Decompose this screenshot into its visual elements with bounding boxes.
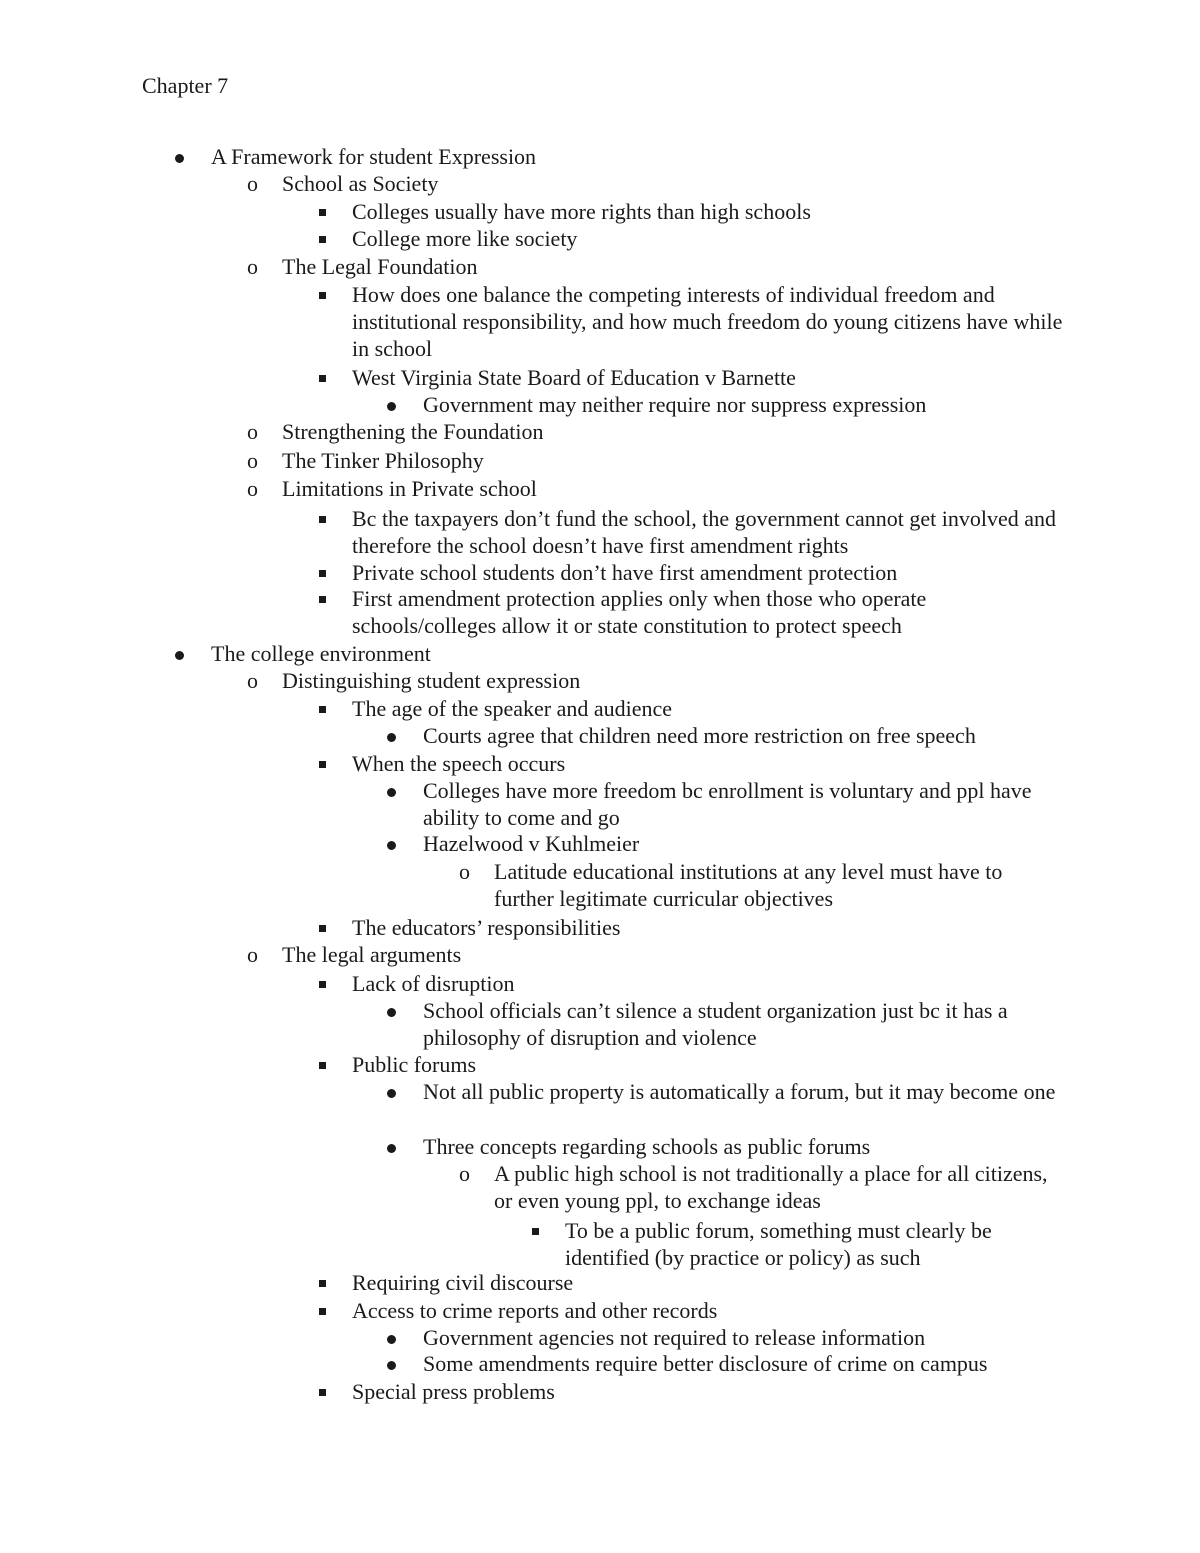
outline-text: Strengthening the Foundation <box>282 419 544 444</box>
hollow-bullet-icon: o <box>247 448 258 473</box>
square-bullet-icon <box>319 375 326 382</box>
round-bullet-icon <box>387 1361 396 1370</box>
round-bullet-icon <box>387 788 396 797</box>
outline-text: Government agencies not required to release information <box>423 1325 926 1350</box>
outline-item <box>247 418 1082 445</box>
outline-item <box>211 143 1111 170</box>
outline-text: Latitude educational institutions at any level must have to further legitimate curricular objectives <box>494 859 1003 911</box>
square-bullet-icon <box>319 925 326 932</box>
outline-text: First amendment protection applies only when those who operate schools/colleges allow it or state constitution to protect speech <box>352 586 927 638</box>
outline-item <box>352 505 1067 559</box>
round-bullet-icon <box>387 733 396 742</box>
hollow-bullet-icon: o <box>247 668 258 693</box>
outline-item <box>211 640 1111 667</box>
outline-item <box>247 447 1082 474</box>
square-bullet-icon <box>319 761 326 768</box>
outline-item <box>423 830 1063 857</box>
square-bullet-icon <box>319 292 326 299</box>
outline-text: The age of the speaker and audience <box>352 696 673 721</box>
outline-item <box>352 559 1067 586</box>
outline-item <box>352 1378 1067 1405</box>
outline-item <box>423 997 1063 1051</box>
hollow-bullet-icon: o <box>459 859 470 884</box>
square-bullet-icon <box>319 570 326 577</box>
page-title: Chapter 7 <box>142 73 229 98</box>
outline-item <box>352 970 1067 997</box>
square-bullet-icon <box>319 1280 326 1287</box>
outline-text: The Legal Foundation <box>282 254 478 279</box>
outline-text: Bc the taxpayers don’t fund the school, the government cannot get involved and therefore the school doesn’t have first amendment rights <box>352 506 1057 558</box>
outline-item <box>565 1217 1035 1271</box>
round-bullet-icon <box>387 841 396 850</box>
outline-text: School officials can’t silence a student organization just bc it has a philosophy of disruption and violence <box>423 998 1008 1050</box>
outline-text: When the speech occurs <box>352 751 566 776</box>
hollow-bullet-icon: o <box>247 476 258 501</box>
square-bullet-icon <box>319 236 326 243</box>
outline-item <box>423 1133 1063 1160</box>
round-bullet-icon <box>387 1089 396 1098</box>
outline-item <box>423 1078 1063 1105</box>
outline-text: Courts agree that children need more restriction on free speech <box>423 723 976 748</box>
outline-item <box>423 777 1063 831</box>
outline-text: Not all public property is automatically a forum, but it may become one <box>423 1079 1056 1104</box>
round-bullet-icon <box>387 402 396 411</box>
square-bullet-icon <box>319 706 326 713</box>
outline-text: Limitations in Private school <box>282 476 537 501</box>
round-bullet-icon <box>175 651 184 660</box>
outline-text: Private school students don’t have first amendment protection <box>352 560 898 585</box>
outline-item <box>423 1324 1063 1351</box>
outline-text: The Tinker Philosophy <box>282 448 484 473</box>
outline-item <box>247 170 1082 197</box>
round-bullet-icon <box>387 1144 396 1153</box>
square-bullet-icon <box>319 516 326 523</box>
outline-text: Colleges have more freedom bc enrollment is voluntary and ppl have ability to come and go <box>423 778 1032 830</box>
outline-item <box>352 695 1067 722</box>
outline-text: Access to crime reports and other records <box>352 1298 718 1323</box>
outline-item <box>247 475 1082 502</box>
outline-text: Some amendments require better disclosure of crime on campus <box>423 1351 988 1376</box>
outline-item <box>423 722 1063 749</box>
outline-item <box>247 253 1082 280</box>
outline-text: Hazelwood v Kuhlmeier <box>423 831 640 856</box>
outline-item <box>352 198 1067 225</box>
round-bullet-icon <box>175 154 184 163</box>
square-bullet-icon <box>532 1228 539 1235</box>
outline-text: A public high school is not traditionally a place for all citizens, or even young ppl, to exchange ideas <box>494 1161 1048 1213</box>
square-bullet-icon <box>319 1062 326 1069</box>
square-bullet-icon <box>319 596 326 603</box>
outline-text: Government may neither require nor suppress expression <box>423 392 927 417</box>
outline-text: The college environment <box>211 641 431 666</box>
hollow-bullet-icon: o <box>459 1161 470 1186</box>
outline-text: School as Society <box>282 171 439 196</box>
outline-item <box>423 391 1063 418</box>
outline-item <box>352 914 1067 941</box>
outline-item <box>459 858 1054 912</box>
square-bullet-icon <box>319 209 326 216</box>
outline-text: Requiring civil discourse <box>352 1270 574 1295</box>
outline-text: Special press problems <box>352 1379 555 1404</box>
square-bullet-icon <box>319 1308 326 1315</box>
hollow-bullet-icon: o <box>247 171 258 196</box>
hollow-bullet-icon: o <box>247 942 258 967</box>
outline-item <box>352 1297 1067 1324</box>
outline-item <box>352 1051 1067 1078</box>
outline-text: West Virginia State Board of Education v Barnette <box>352 365 796 390</box>
outline-text: Colleges usually have more rights than high schools <box>352 199 811 224</box>
outline-text: To be a public forum, something must clearly be identified (by practice or policy) as such <box>565 1218 992 1270</box>
outline-text: College more like society <box>352 226 578 251</box>
outline-item <box>459 1160 1054 1214</box>
outline-text: Public forums <box>352 1052 477 1077</box>
outline-text: The legal arguments <box>282 942 462 967</box>
outline-item <box>352 364 1067 391</box>
hollow-bullet-icon: o <box>247 254 258 279</box>
square-bullet-icon <box>319 981 326 988</box>
outline-item <box>247 667 1082 694</box>
square-bullet-icon <box>319 1389 326 1396</box>
round-bullet-icon <box>387 1008 396 1017</box>
outline-item <box>247 941 1082 968</box>
outline-item <box>352 585 1067 639</box>
outline-item <box>352 1269 1067 1296</box>
outline-text: A Framework for student Expression <box>211 144 537 169</box>
outline-item <box>352 225 1067 252</box>
outline-text: Distinguishing student expression <box>282 668 581 693</box>
outline-item <box>352 750 1067 777</box>
outline-item <box>423 1350 1063 1377</box>
outline-text: Lack of disruption <box>352 971 515 996</box>
outline-item <box>352 281 1067 362</box>
outline-text: Three concepts regarding schools as public forums <box>423 1134 871 1159</box>
round-bullet-icon <box>387 1335 396 1344</box>
outline-text: How does one balance the competing interests of individual freedom and institutional responsibility, and how much freedom do young citizens have while in school <box>352 282 1063 361</box>
outline-text: The educators’ responsibilities <box>352 915 621 940</box>
hollow-bullet-icon: o <box>247 419 258 444</box>
